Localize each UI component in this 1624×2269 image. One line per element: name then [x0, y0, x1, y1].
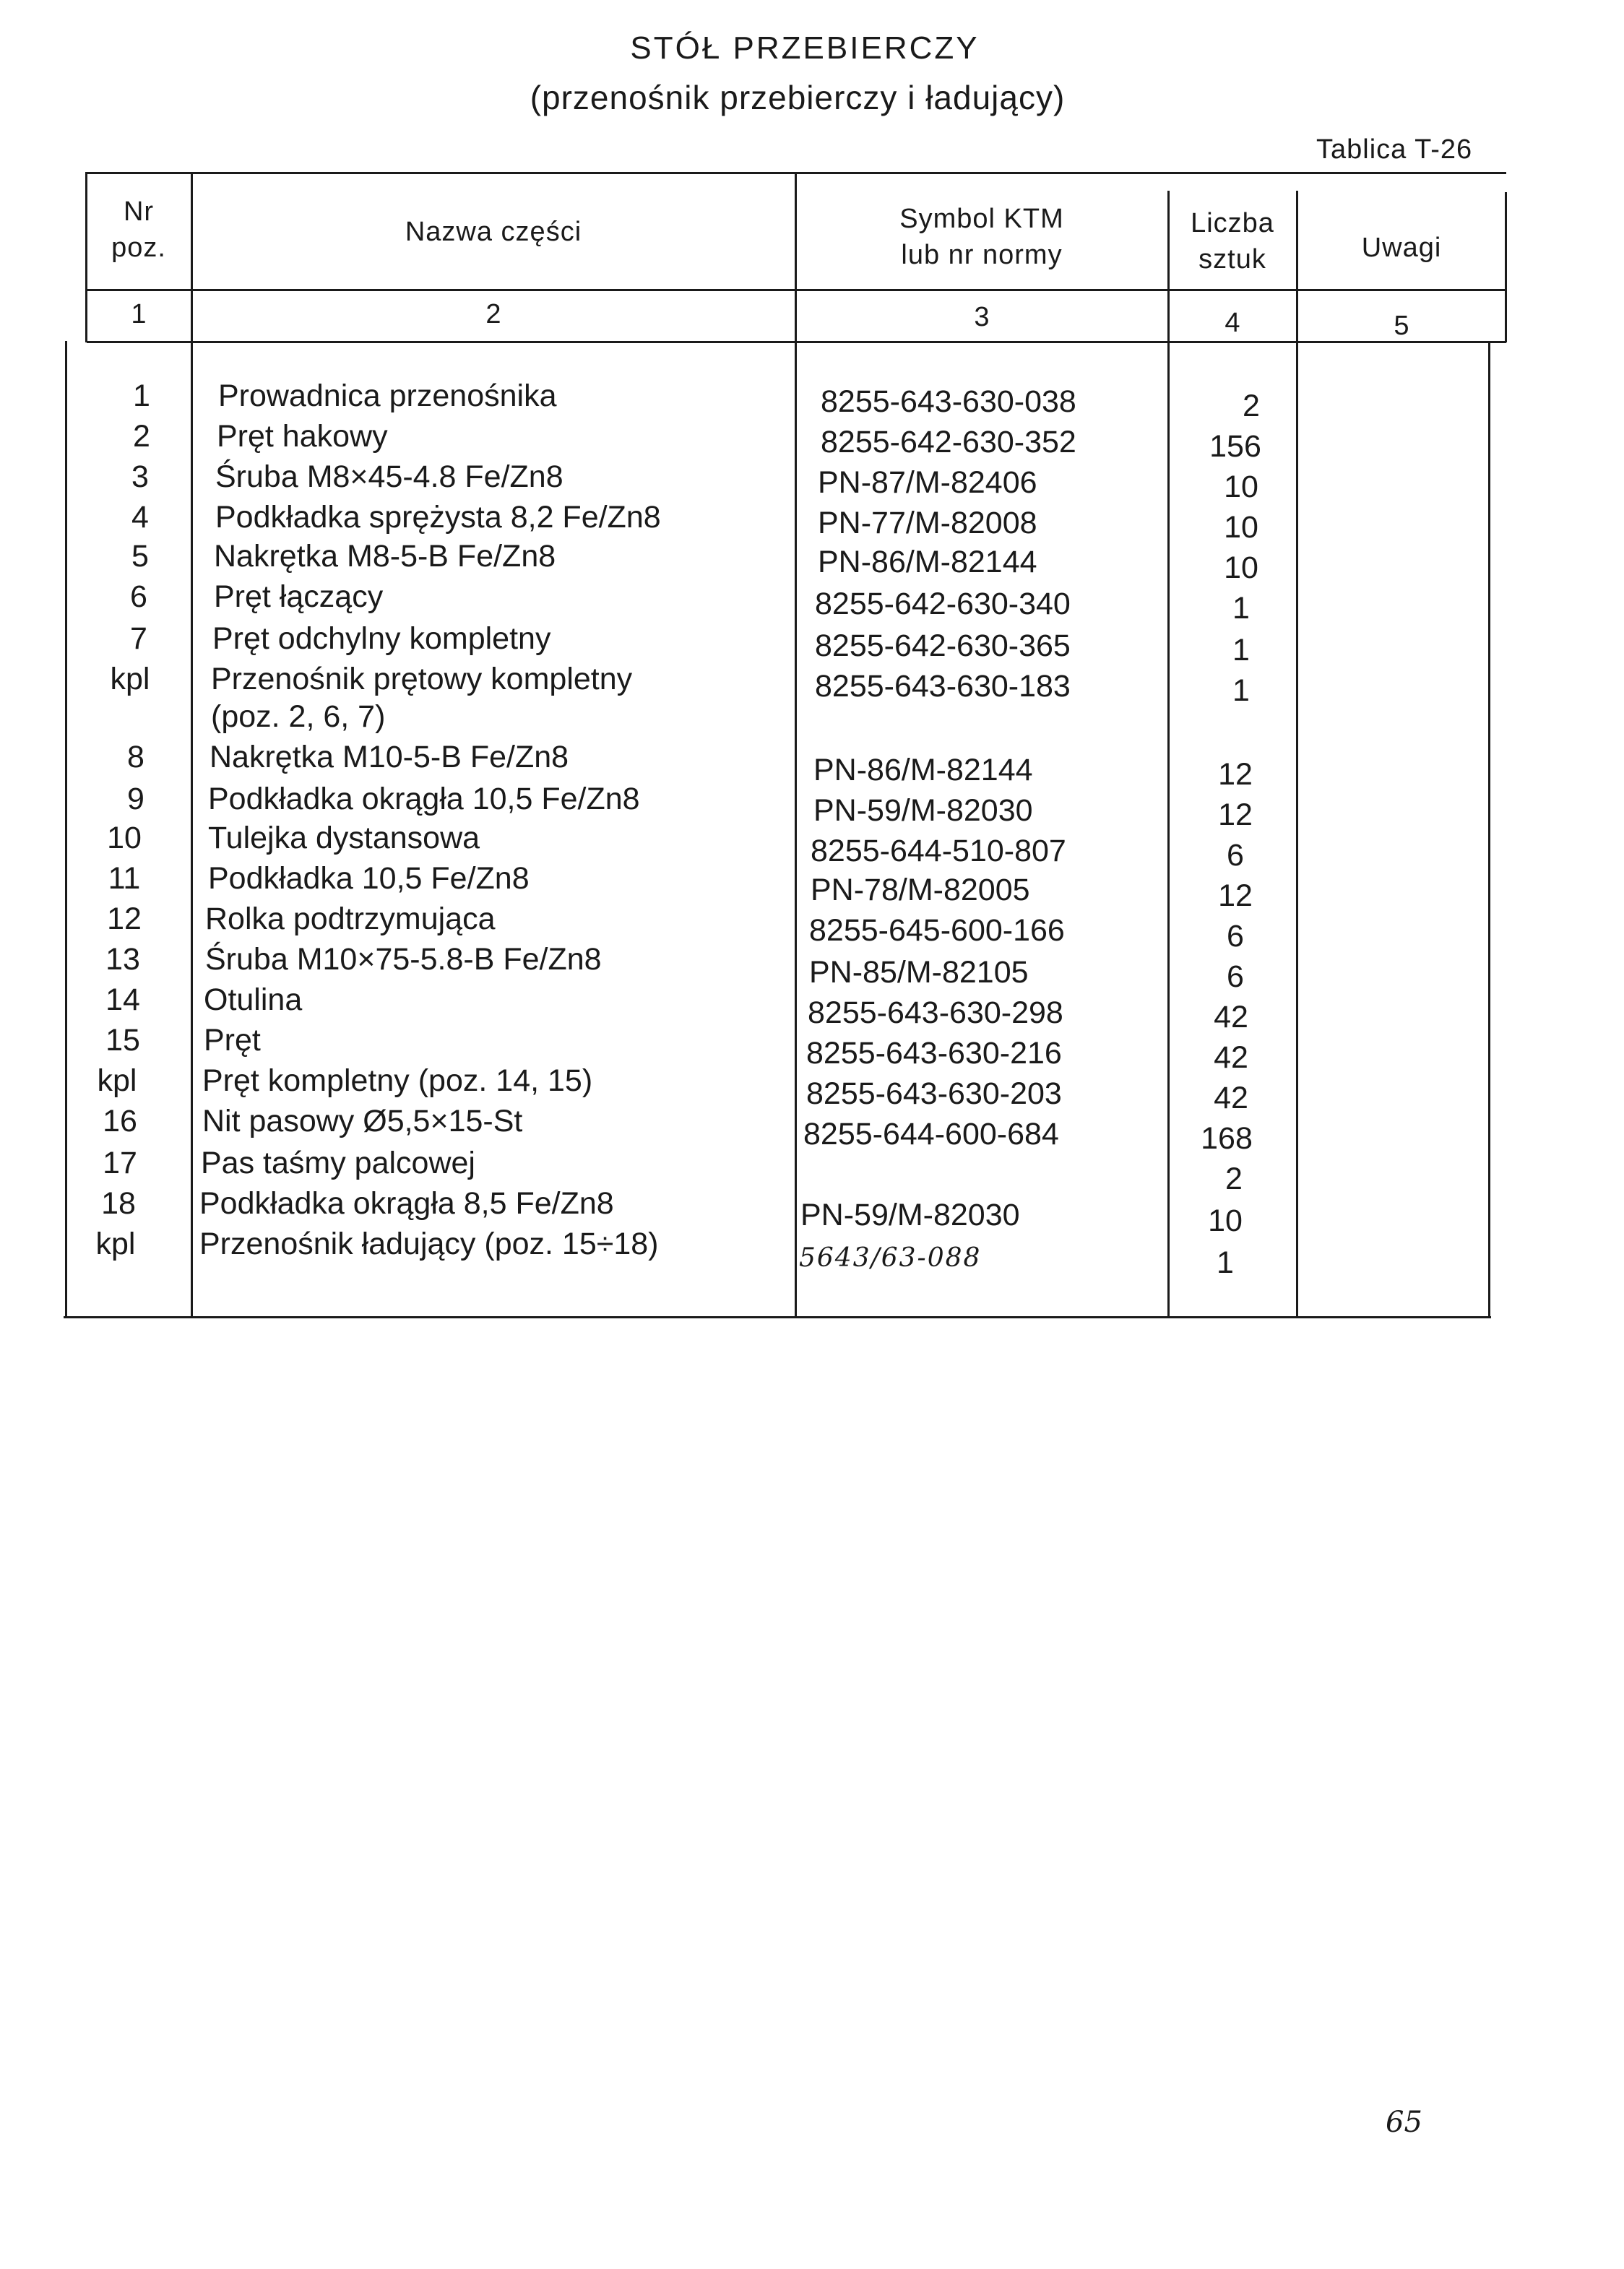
part-name-continued: (poz. 2, 6, 7)	[211, 699, 386, 734]
part-quantity: 1	[1232, 633, 1250, 667]
position-number: 15	[105, 1023, 140, 1058]
position-number: 12	[107, 902, 142, 936]
part-quantity: 1	[1217, 1245, 1234, 1280]
position-number: 1	[133, 379, 150, 413]
column-number-5: 5	[1394, 311, 1409, 341]
part-quantity: 12	[1218, 798, 1253, 832]
part-name: Pręt odchylny kompletny	[212, 621, 551, 656]
table-left-border	[85, 172, 87, 342]
part-name: Pas taśmy palcowej	[201, 1146, 475, 1180]
column-number-4: 4	[1225, 308, 1240, 338]
part-quantity: 10	[1224, 470, 1258, 504]
position-number: 5	[131, 539, 149, 574]
column-number-1: 1	[131, 299, 147, 329]
column-rule-name-symbol	[795, 173, 797, 1318]
position-number: kpl	[97, 1063, 137, 1098]
header-notes: Uwagi	[1361, 233, 1442, 263]
table-identifier: Tablica T-26	[1316, 134, 1473, 165]
header-nr: Nr poz.	[111, 196, 166, 263]
part-name: Pręt łączący	[214, 579, 384, 614]
position-number: 17	[103, 1146, 137, 1180]
part-name: Podkładka okrągła 8,5 Fe/Zn8	[199, 1186, 614, 1221]
part-symbol: 8255-643-630-216	[806, 1036, 1062, 1071]
position-number: kpl	[95, 1227, 136, 1261]
part-symbol: 8255-643-630-298	[808, 995, 1063, 1030]
document-subtitle: (przenośnik przebierczy i ładujący)	[530, 79, 1066, 116]
part-quantity: 42	[1214, 1040, 1248, 1075]
part-symbol: PN-59/M-82030	[813, 793, 1033, 828]
part-symbol: 8255-642-630-340	[815, 587, 1071, 621]
position-number: 6	[130, 579, 147, 614]
part-quantity: 10	[1224, 550, 1258, 585]
part-symbol: 8255-644-510-807	[811, 834, 1066, 868]
part-name: Podkładka 10,5 Fe/Zn8	[208, 861, 530, 896]
column-number-3: 3	[974, 302, 990, 332]
position-number: 13	[105, 942, 140, 977]
table-bottom-border	[64, 1316, 1491, 1318]
part-symbol: PN-77/M-82008	[818, 506, 1037, 540]
part-symbol: 8255-643-630-203	[806, 1076, 1062, 1111]
part-symbol: PN-86/M-82144	[818, 545, 1037, 579]
part-quantity: 42	[1214, 1000, 1248, 1034]
header-name: Nazwa części	[405, 217, 582, 247]
part-symbol: 8255-643-630-183	[815, 669, 1071, 704]
position-number: 18	[101, 1186, 136, 1221]
column-number-2: 2	[485, 299, 501, 329]
part-quantity: 42	[1214, 1081, 1248, 1115]
part-quantity: 156	[1209, 429, 1261, 464]
part-quantity: 1	[1232, 673, 1250, 708]
part-name: Nakrętka M10-5-B Fe/Zn8	[210, 740, 569, 774]
part-name: Rolka podtrzymująca	[205, 902, 496, 936]
part-quantity: 12	[1218, 878, 1253, 913]
part-name: Prowadnica przenośnika	[218, 379, 557, 413]
part-symbol: PN-78/M-82005	[811, 873, 1030, 907]
part-quantity: 10	[1224, 510, 1258, 545]
part-name: Śruba M10×75-5.8-B Fe/Zn8	[205, 942, 602, 977]
part-name: Pręt kompletny (poz. 14, 15)	[202, 1063, 593, 1098]
part-symbol: 8255-642-630-352	[821, 425, 1076, 459]
part-name: Pręt hakowy	[217, 419, 388, 454]
part-quantity: 1	[1232, 591, 1250, 626]
position-number: 7	[130, 621, 147, 656]
part-name: Podkładka okrągła 10,5 Fe/Zn8	[208, 782, 640, 816]
part-symbol: 8255-642-630-365	[815, 628, 1071, 663]
position-number: 4	[131, 500, 149, 535]
part-quantity: 6	[1227, 959, 1244, 994]
part-name: Nit pasowy Ø5,5×15-St	[202, 1104, 523, 1138]
part-quantity: 6	[1227, 919, 1244, 954]
part-quantity: 2	[1225, 1162, 1243, 1196]
position-number: kpl	[110, 662, 150, 696]
part-name: Przenośnik ładujący (poz. 15÷18)	[199, 1227, 659, 1261]
table-right-border-lower	[1488, 341, 1490, 1318]
part-name: Otulina	[204, 982, 303, 1017]
part-symbol-handwritten: 5643/63-088	[799, 1243, 982, 1273]
part-symbol: PN-59/M-82030	[800, 1198, 1020, 1232]
position-number: 11	[108, 861, 141, 896]
part-symbol: PN-85/M-82105	[809, 955, 1029, 990]
part-name: Przenośnik prętowy kompletny	[211, 662, 633, 696]
position-number: 2	[133, 419, 150, 454]
header-symbol: Symbol KTM lub nr normy	[899, 204, 1064, 270]
part-quantity: 10	[1208, 1203, 1243, 1238]
part-symbol: PN-87/M-82406	[818, 465, 1037, 500]
part-symbol: 8255-643-630-038	[821, 384, 1076, 419]
document-title: STÓŁ PRZEBIERCZY	[630, 30, 980, 66]
part-name: Tulejka dystansowa	[208, 821, 480, 855]
part-quantity: 12	[1218, 757, 1253, 792]
part-quantity: 168	[1201, 1121, 1253, 1156]
part-name: Nakrętka M8-5-B Fe/Zn8	[214, 539, 556, 574]
part-symbol: 8255-645-600-166	[809, 913, 1065, 948]
page-number: 65	[1386, 2106, 1422, 2139]
position-number: 10	[107, 821, 142, 855]
position-number: 16	[103, 1104, 137, 1138]
part-quantity: 2	[1243, 389, 1260, 423]
position-number: 9	[127, 782, 144, 816]
position-number: 3	[131, 459, 149, 494]
column-rule-qty-notes	[1296, 191, 1298, 1318]
part-name: Pręt	[204, 1023, 261, 1058]
header-qty: Liczba sztuk	[1191, 208, 1274, 275]
part-symbol: PN-86/M-82144	[813, 753, 1033, 787]
table-right-border	[1505, 192, 1507, 342]
part-symbol: 8255-644-600-684	[803, 1117, 1059, 1151]
part-name: Podkładka sprężysta 8,2 Fe/Zn8	[215, 500, 661, 535]
part-name: Śruba M8×45-4.8 Fe/Zn8	[215, 459, 563, 494]
part-quantity: 6	[1227, 838, 1244, 873]
position-number: 14	[105, 982, 140, 1017]
position-number: 8	[127, 740, 144, 774]
